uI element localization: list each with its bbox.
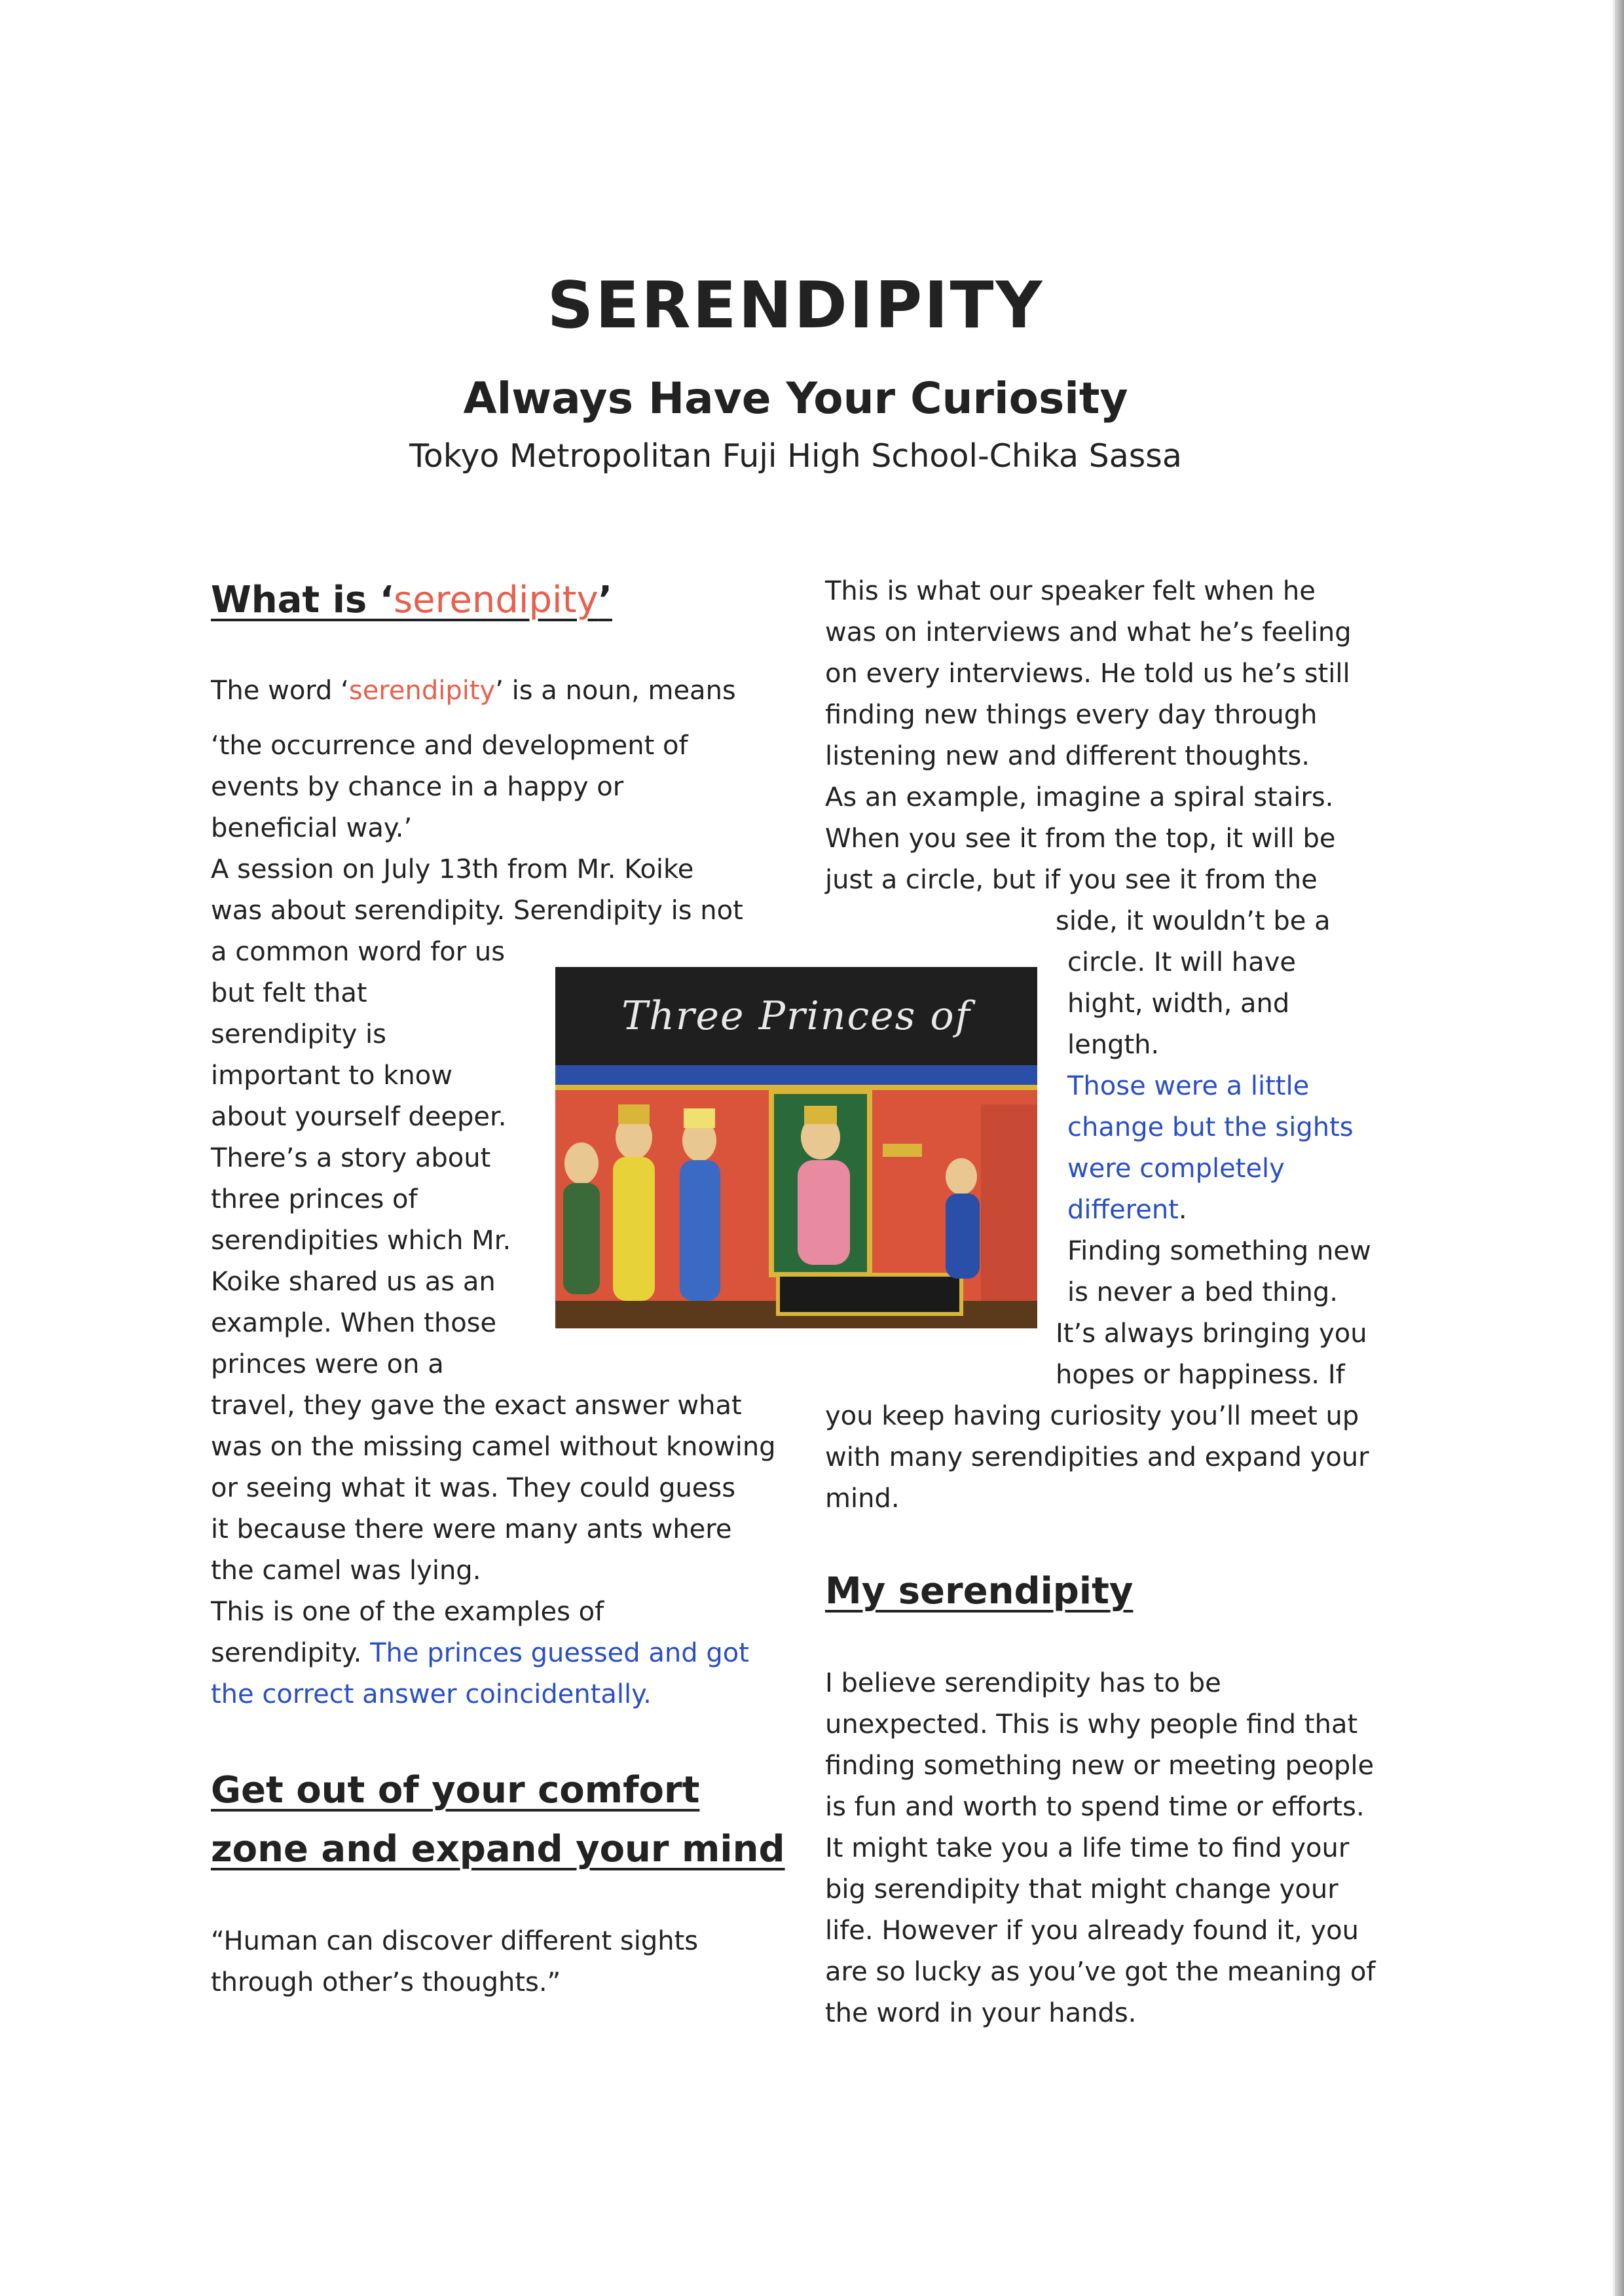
line-text: hight, width, and (1067, 989, 1290, 1019)
line-text: travel, they gave the exact answer what (211, 1391, 742, 1421)
paragraph-line (211, 1468, 735, 1509)
line-text: finding new things every day through (825, 700, 1318, 730)
line-text: This is what our speaker felt when he (825, 576, 1316, 606)
paragraph-line (211, 1220, 511, 1262)
paragraph-line (211, 1427, 776, 1468)
line-text: serendipity. (211, 1638, 371, 1668)
paragraph-line (211, 670, 736, 712)
page-title: SERENDIPITY (547, 268, 1044, 343)
line-text: circle. It will have (1067, 947, 1296, 977)
heading-comfort-zone (211, 1761, 785, 1879)
line-text: length. (1067, 1030, 1160, 1060)
heading-line-1: Get out of your comfort (211, 1769, 700, 1812)
line-text: it because there were many ants where (211, 1514, 732, 1544)
paragraph-line (1067, 1066, 1309, 1107)
paragraph-line: the word in your hands. (825, 1998, 1137, 2028)
line-text: Koike shared us as an (211, 1267, 496, 1297)
paragraph-line (1067, 942, 1296, 983)
line-text: the camel was lying. (211, 1556, 481, 1586)
line-text: As an example, imagine a spiral stairs. (825, 782, 1334, 812)
highlight-blue: the correct answer coincidentally. (211, 1679, 652, 1709)
paragraph-line (1056, 901, 1331, 942)
line-text: The word ‘ (211, 676, 349, 706)
paragraph-line: through other’s thoughts.” (211, 1967, 561, 1997)
line-text: A session on July 13th from Mr. Koike (211, 854, 694, 884)
paragraph-line (211, 1633, 749, 1674)
paragraph-line (211, 932, 505, 973)
paragraph-line (211, 1138, 490, 1179)
line-text: ’ is a noun, means (495, 676, 736, 706)
line-text: but felt that (211, 978, 367, 1008)
paragraph-line: big serendipity that might change your (825, 1874, 1338, 1904)
paragraph-line (211, 1097, 507, 1138)
line-text: was about serendipity. Serendipity is not (211, 896, 743, 926)
author-byline: Tokyo Metropolitan Fuji High School-Chika Sassa (409, 437, 1182, 475)
line-text: events by chance in a happy or (211, 772, 624, 802)
paragraph-line (211, 1509, 731, 1550)
line-text: on every interviews. He told us he’s still (825, 659, 1350, 689)
line-text: beneficial way.’ (211, 813, 413, 843)
paragraph-line: life. However if you already found it, you (825, 1916, 1359, 1946)
paragraph-line (825, 736, 1310, 777)
paragraph-line (825, 1396, 1359, 1437)
line-text: This is one of the examples of (211, 1597, 604, 1627)
highlight-red: serendipity (348, 676, 496, 706)
line-text: side, it wouldn’t be a (1056, 906, 1331, 936)
paragraph-line (825, 818, 1336, 860)
paragraph-line (211, 1179, 418, 1220)
paragraph-line (1067, 983, 1289, 1025)
heading-highlight-word: serendipity (394, 579, 599, 621)
line-text: mind. (825, 1484, 900, 1514)
paragraph-line: are so lucky as you’ve got the meaning of (825, 1957, 1376, 1987)
line-text: is never a bed thing. (1067, 1277, 1338, 1307)
figure-banner: Three Princes of (555, 967, 1037, 1065)
paragraph-line (211, 1014, 386, 1055)
line-text: ‘the occurrence and development of (211, 731, 688, 761)
paragraph-line: “Human can discover different sights (211, 1926, 699, 1956)
paragraph-line (1067, 1272, 1338, 1313)
heading-line-2: zone and expand your mind (211, 1828, 785, 1870)
highlight-blue: were completely (1067, 1154, 1285, 1184)
line-text: hopes or happiness. If (1056, 1360, 1345, 1390)
paragraph-line (1067, 1148, 1285, 1190)
paragraph-line: I believe serendipity has to be (825, 1668, 1221, 1698)
line-text: serendipities which Mr. (211, 1226, 511, 1256)
line-text: with many serendipities and expand your (825, 1442, 1369, 1472)
highlight-blue: Those were a little (1067, 1071, 1310, 1101)
paragraph-line (211, 1055, 452, 1097)
paragraph-line (825, 1478, 900, 1520)
paragraph-line (211, 1262, 496, 1303)
paragraph-line: finding something new or meeting people (825, 1751, 1375, 1781)
line-text: a common word for us (211, 937, 506, 967)
paragraph-line (211, 849, 693, 890)
paragraph-line (211, 1592, 604, 1633)
paragraph-line (211, 808, 412, 849)
line-text: listening new and different thoughts. (825, 741, 1310, 771)
paragraph-line: is fun and worth to spend time or efforts. (825, 1792, 1365, 1822)
line-text: you keep having curiosity you’ll meet up (825, 1401, 1359, 1431)
paragraph-line (211, 973, 367, 1014)
highlight-blue: different (1067, 1195, 1179, 1225)
line-text: serendipity is (211, 1019, 387, 1049)
princes-painting-illustration (555, 1065, 1037, 1328)
paragraph-line (211, 725, 688, 767)
paragraph-line (211, 767, 623, 808)
paragraph-line: It might take you a life time to find your (825, 1833, 1350, 1863)
paragraph-line (825, 1437, 1369, 1478)
paragraph-line (1067, 1231, 1371, 1272)
paragraph-line (1056, 1313, 1367, 1355)
heading-my-serendipity: My serendipity (825, 1570, 1134, 1613)
line-text: Finding something new (1067, 1236, 1371, 1266)
paragraph-line (1067, 1190, 1187, 1231)
line-text: was on the missing camel without knowing (211, 1432, 776, 1462)
line-text: or seeing what it was. They could guess (211, 1473, 736, 1503)
line-text: three princes of (211, 1184, 418, 1214)
line-text: When you see it from the top, it will be (825, 824, 1336, 854)
paragraph-line (825, 777, 1333, 818)
line-text: example. When those (211, 1308, 497, 1338)
line-text: It’s always bringing you (1056, 1319, 1367, 1349)
paragraph-line (211, 1344, 444, 1385)
paragraph-line (211, 1550, 481, 1592)
paragraph-line (1067, 1107, 1354, 1148)
highlight-blue: change but the sights (1067, 1112, 1354, 1142)
paragraph-line (825, 612, 1352, 653)
line-text: about yourself deeper. (211, 1102, 507, 1132)
page-subtitle: Always Have Your Curiosity (463, 373, 1128, 424)
heading-suffix: ’ (598, 579, 612, 621)
line-text: . (1178, 1195, 1187, 1225)
paragraph-line (825, 695, 1318, 736)
paragraph-line: unexpected. This is why people find that (825, 1709, 1358, 1740)
heading-what-is-serendipity (211, 571, 612, 630)
paragraph-line (825, 653, 1350, 695)
paragraph-line (825, 860, 1318, 901)
heading-prefix: What is ‘ (211, 579, 394, 621)
paragraph-line (825, 571, 1316, 612)
paragraph-line (1067, 1025, 1159, 1066)
paragraph-line (211, 1385, 742, 1427)
line-text: princes were on a (211, 1349, 444, 1379)
line-text: was on interviews and what he’s feeling (825, 617, 1352, 647)
line-text: just a circle, but if you see it from the (825, 865, 1318, 895)
paragraph-line (211, 890, 743, 932)
line-text: There’s a story about (211, 1143, 491, 1173)
line-text: important to know (211, 1061, 452, 1091)
paragraph-line (1056, 1355, 1345, 1396)
three-princes-figure (555, 967, 1037, 1328)
highlight-blue: The princes guessed and got (370, 1638, 749, 1668)
scan-edge-shadow (1615, 0, 1624, 2296)
paragraph-line (211, 1303, 496, 1344)
paragraph-line (211, 1674, 652, 1715)
